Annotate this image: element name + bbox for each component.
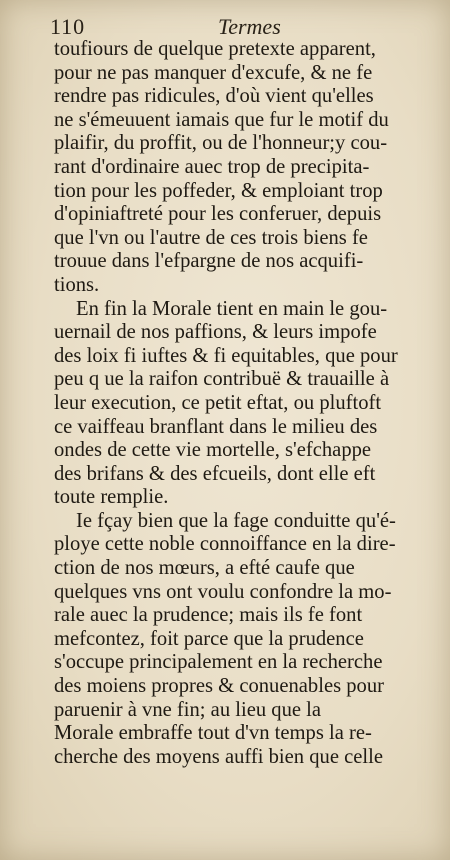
text-line: Morale embraffe tout d'vn temps la re- [54, 722, 372, 745]
text-line: pour ne pas manquer d'excufe, & ne fe [54, 61, 373, 84]
text-line: leur execution, ce petit eftat, ou pluftoft [54, 391, 382, 414]
text-line: paruenir à vne fin; au lieu que la [54, 698, 322, 721]
text-line: des moiens propres & conuenables pour [54, 675, 384, 698]
text-line: toute remplie. [54, 486, 169, 509]
text-line: d'opiniaftreté pour les conferuer, depuis [54, 203, 382, 226]
text-line: ploye cette noble connoiffance en la dire- [54, 533, 396, 556]
text-line: tions. [54, 273, 100, 296]
text-line: plaifir, du proffit, ou de l'honneur;y cou- [54, 132, 388, 155]
running-head: Termes [218, 14, 281, 39]
text-line: ction de nos mœurs, a efté caufe que [54, 557, 355, 580]
text-line: ondes de cette vie mortelle, s'efchappe [54, 439, 372, 462]
text-line: quelques vns ont voulu confondre la mo- [54, 580, 392, 603]
text-line: toufiours de quelque pretexte apparent, [54, 38, 376, 60]
text-line: des loix fi iuftes & fi equitables, que pour [54, 344, 398, 367]
text-line: rant d'ordinaire auec trop de precipita- [54, 155, 370, 178]
text-line: rale auec la prudence; mais ils fe font [54, 604, 363, 627]
page-number: 110 [50, 14, 86, 39]
text-line: ne s'émeuuent iamais que fur le motif du [54, 108, 389, 131]
text-line: s'occupe principalement en la recherche [54, 651, 383, 674]
text-line: rendre pas ridicules, d'où vient qu'elles [54, 85, 374, 108]
text-line: tion pour les poffeder, & emploiant trop [54, 179, 383, 202]
text-line: ce vaiffeau branflant dans le milieu des [54, 415, 378, 438]
text-line: peu q ue la raifon contribuë & trauaille à [54, 368, 390, 391]
text-line: des brifans & des efcueils, dont elle eft [54, 462, 376, 485]
paragraph-start-line: Ie fçay bien que la fage conduitte qu'é- [76, 509, 396, 532]
text-line: mefcontez, foit parce que la prudence [54, 627, 364, 650]
text-line: trouue dans l'efpargne de nos acquifi- [54, 250, 364, 273]
text-line: que l'vn ou l'autre de ces trois biens fe [54, 226, 368, 249]
text-line: cherche des moyens auffi bien que celle [54, 745, 383, 768]
body-text [54, 38, 430, 769]
paragraph-start-line: En fin la Morale tient en main le gou- [76, 297, 388, 320]
text-line: uernail de nos paffions, & leurs impofe [54, 321, 377, 344]
